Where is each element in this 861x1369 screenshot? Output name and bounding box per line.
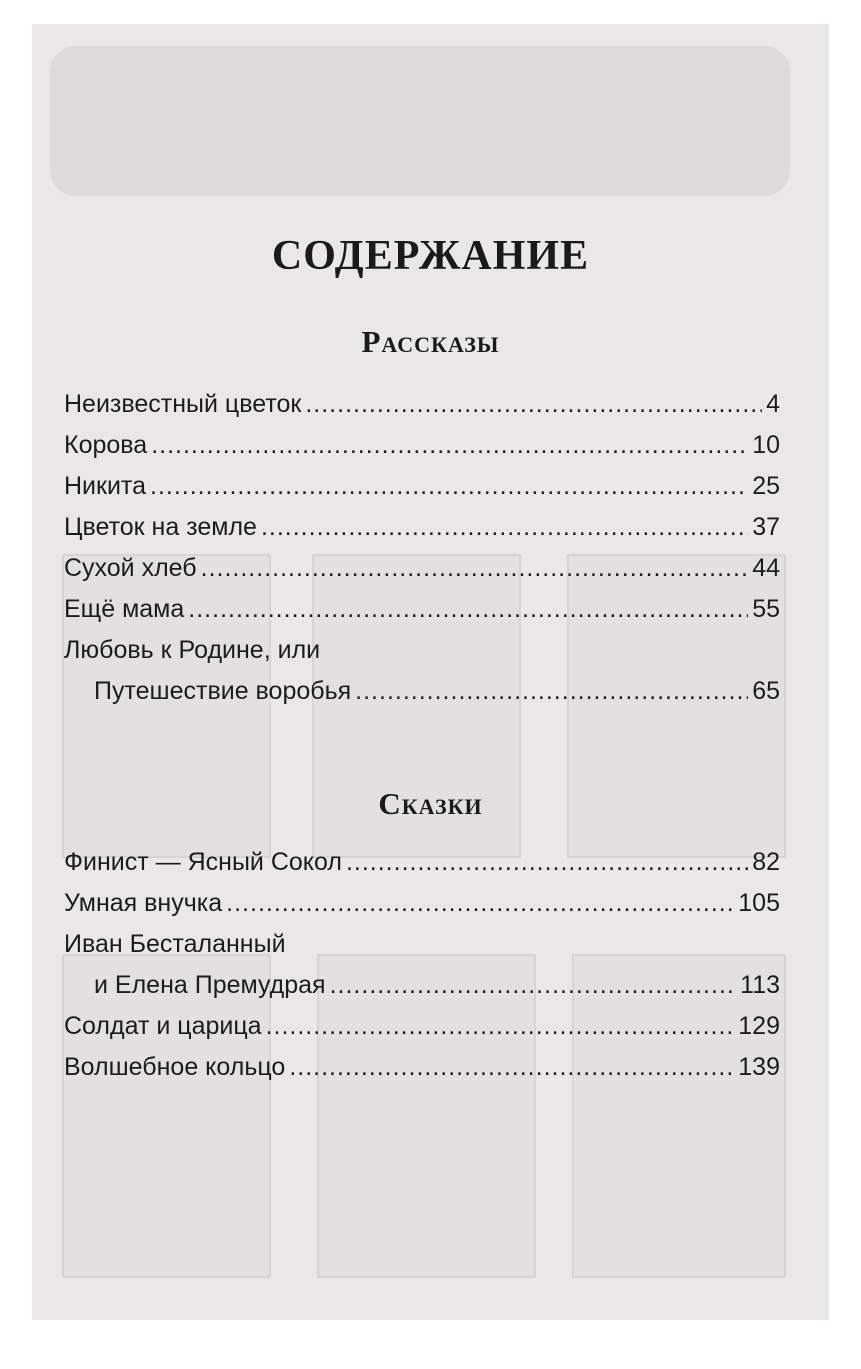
page-number: 44 bbox=[752, 554, 780, 582]
toc-entry-line bbox=[64, 384, 780, 425]
section-heading-tales: Сказки bbox=[378, 786, 483, 821]
page-title: СОДЕРЖАНИЕ bbox=[271, 233, 590, 279]
page-number: 10 bbox=[752, 431, 780, 459]
dot-leader bbox=[355, 671, 748, 712]
toc-entry-line bbox=[64, 671, 780, 712]
toc-entry bbox=[64, 1006, 780, 1047]
book-page bbox=[32, 24, 829, 1320]
page-number: 55 bbox=[752, 595, 780, 623]
toc-entry-title: Корова bbox=[64, 431, 148, 459]
dot-leader bbox=[201, 548, 749, 589]
toc-entry-title-part: Иван Бесталанный bbox=[64, 930, 286, 958]
toc-entry-title: Солдат и царица bbox=[64, 1012, 262, 1040]
toc-entry bbox=[64, 466, 780, 507]
toc-entry bbox=[64, 384, 780, 425]
toc-entry-line bbox=[64, 548, 780, 589]
dot-leader bbox=[305, 384, 762, 425]
toc-entry-title: Финист — Ясный Сокол bbox=[64, 848, 342, 876]
section-heading-stories: Рассказы bbox=[361, 324, 500, 359]
toc-entry bbox=[64, 425, 780, 466]
page-number: 139 bbox=[738, 1053, 780, 1081]
dot-leader bbox=[266, 1006, 735, 1047]
toc-entry-title: Умная внучка bbox=[64, 889, 223, 917]
page-number: 105 bbox=[738, 889, 780, 917]
toc-entry-line bbox=[64, 842, 780, 883]
dot-leader bbox=[188, 589, 748, 630]
toc-entry bbox=[64, 924, 780, 1006]
toc-entry-title: Неизвестный цветок bbox=[64, 390, 302, 418]
toc-entry bbox=[64, 589, 780, 630]
dot-leader bbox=[226, 883, 734, 924]
toc-entry bbox=[64, 507, 780, 548]
toc-entry-line bbox=[64, 1047, 780, 1088]
toc-entry bbox=[64, 630, 780, 712]
dot-leader bbox=[346, 842, 748, 883]
toc-entry-title-part: Любовь к Родине, или bbox=[64, 636, 321, 664]
toc-entry bbox=[64, 548, 780, 589]
dot-leader bbox=[150, 466, 748, 507]
toc-entry-title: Волшебное кольцо bbox=[64, 1053, 286, 1081]
toc-entry-line bbox=[64, 589, 780, 630]
toc-entry-title: Цветок на земле bbox=[64, 513, 257, 541]
toc-list-stories bbox=[64, 384, 780, 712]
page-number: 113 bbox=[740, 971, 780, 999]
page-number: 37 bbox=[752, 513, 780, 541]
toc-entry bbox=[64, 883, 780, 924]
page-number: 129 bbox=[738, 1012, 780, 1040]
toc-list-tales bbox=[64, 842, 780, 1088]
page-number: 65 bbox=[752, 677, 780, 705]
toc-entry-title: Никита bbox=[64, 472, 146, 500]
page-number: 82 bbox=[752, 848, 780, 876]
dot-leader bbox=[261, 507, 748, 548]
toc-entry-line bbox=[64, 965, 780, 1006]
toc-entry-title: Ещё мама bbox=[64, 595, 185, 623]
toc-entry-line bbox=[64, 466, 780, 507]
toc-entry-line bbox=[64, 425, 780, 466]
dot-leader bbox=[330, 965, 737, 1006]
toc-entry bbox=[64, 842, 780, 883]
toc-entry-line bbox=[64, 507, 780, 548]
toc-entry bbox=[64, 1047, 780, 1088]
table-of-contents bbox=[32, 24, 829, 1320]
toc-entry-title: и Елена Премудрая bbox=[94, 971, 326, 999]
page-number: 4 bbox=[766, 390, 780, 418]
toc-entry-title: Сухой хлеб bbox=[64, 554, 197, 582]
dot-leader bbox=[289, 1047, 734, 1088]
toc-entry-line bbox=[64, 1006, 780, 1047]
dot-leader bbox=[151, 425, 748, 466]
toc-entry-title: Путешествие воробья bbox=[94, 677, 352, 705]
toc-entry-line bbox=[64, 883, 780, 924]
page-number: 25 bbox=[752, 472, 780, 500]
